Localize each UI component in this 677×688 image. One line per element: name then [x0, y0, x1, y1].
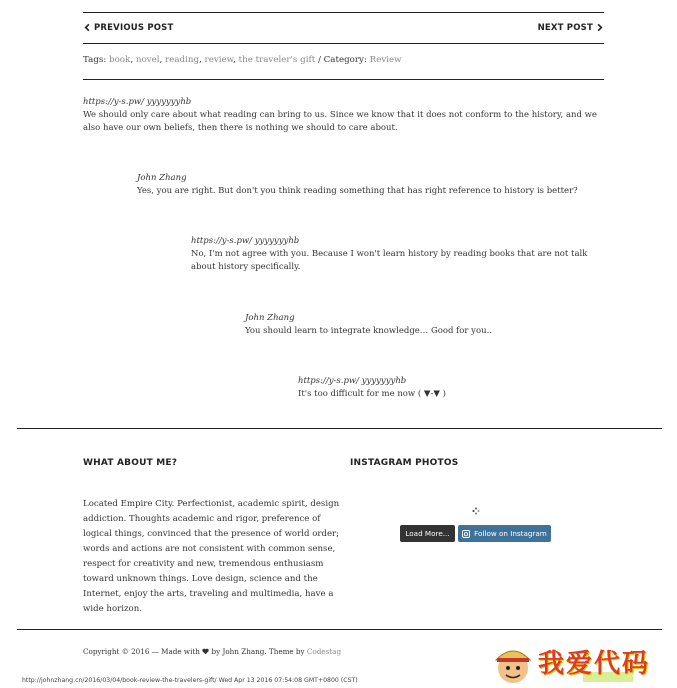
comment	[83, 96, 604, 135]
follow-instagram-label: Follow on Instagram	[474, 529, 547, 538]
nav-divider	[83, 43, 604, 44]
footer	[83, 647, 341, 656]
chevron-left-icon	[83, 23, 92, 32]
comment-text: No, I'm not agree with you. Because I won't learn history by reading books that are not talk about history specifically.	[191, 249, 588, 272]
follow-instagram-button[interactable]	[458, 525, 551, 542]
comment-reply	[245, 312, 604, 338]
instagram-title: INSTAGRAM PHOTOS	[350, 458, 459, 468]
category-link[interactable]: Review	[369, 55, 402, 65]
comment-reply	[191, 235, 591, 274]
previous-post-label: PREVIOUS POST	[94, 22, 174, 33]
post-meta: Tags: book, novel, reading, review, the traveler's gift / Category: Review	[83, 55, 402, 65]
meta-divider	[83, 79, 604, 80]
post-navigation	[83, 12, 604, 43]
comment-author[interactable]: https://y-s.pw/ yyyyyyyhb	[191, 236, 300, 246]
instagram-icon	[462, 530, 470, 538]
tag-link[interactable]: novel	[135, 55, 160, 65]
tags-label: Tags:	[83, 55, 107, 65]
about-text: Located Empire City. Perfectionist, academic spirit, design addiction. Thoughts academic and rigor, preference of logical things, convinced that the presence of world order; words and actions are not consistent with common sense, respect for creativity and new, tremendous enthusiasm toward unknown things. Love design, science and the Internet, enjoy the arts, traveling and multimedia, have a wide horizon.	[83, 499, 340, 614]
footer-divider	[17, 629, 662, 630]
tag-link[interactable]: book	[109, 55, 131, 65]
category-label: / Category:	[317, 55, 367, 65]
tag-link[interactable]: the traveler's gift	[238, 55, 316, 65]
watermark-text: 我爱代码	[538, 649, 651, 679]
content-divider	[17, 428, 662, 429]
loading-spinner-icon	[472, 507, 480, 515]
comment-reply	[137, 172, 604, 198]
comment-text: We should only care about what reading can bring to us. Since we know that it does not conform to the history, and we also have our own beliefs, then there is nothing we should to care about.	[83, 110, 597, 133]
tag-link[interactable]: review	[204, 55, 234, 65]
next-post-label: NEXT POST	[537, 22, 593, 33]
comment-author: John Zhang	[245, 313, 295, 323]
comment-text: You should learn to integrate knowledge… Good for you..	[245, 326, 492, 336]
comment-author: John Zhang	[137, 173, 187, 183]
credit-text: by John Zhang. Theme by	[211, 647, 305, 656]
comment-author[interactable]: https://y-s.pw/ yyyyyyyhb	[298, 376, 407, 386]
comment-text: Yes, you are right. But don't you think reading something that has right reference to history is better?	[137, 186, 578, 196]
previous-post-link[interactable]	[83, 23, 174, 33]
chevron-right-icon	[595, 23, 604, 32]
about-title: WHAT ABOUT ME?	[83, 458, 178, 468]
load-more-button[interactable]	[400, 525, 455, 542]
next-post-link[interactable]	[538, 23, 604, 33]
comment-text: It's too difficult for me now ( ▼-▼ )	[298, 389, 446, 399]
heart-icon	[202, 648, 209, 655]
comment-author[interactable]: https://y-s.pw/ yyyyyyyhb	[83, 97, 192, 107]
copyright-text: Copyright © 2016 — Made with	[83, 647, 200, 656]
comment-reply	[298, 375, 604, 401]
tag-link[interactable]: reading	[165, 55, 200, 65]
load-more-label: Load More...	[405, 529, 450, 538]
theme-link[interactable]: Codestag	[306, 647, 342, 656]
status-bar: http://johnzhang.cn/2016/03/04/book-review-the-travelers-gift/ Wed Apr 13 2016 07:54:08 GMT+0800 (CST)	[22, 677, 358, 684]
